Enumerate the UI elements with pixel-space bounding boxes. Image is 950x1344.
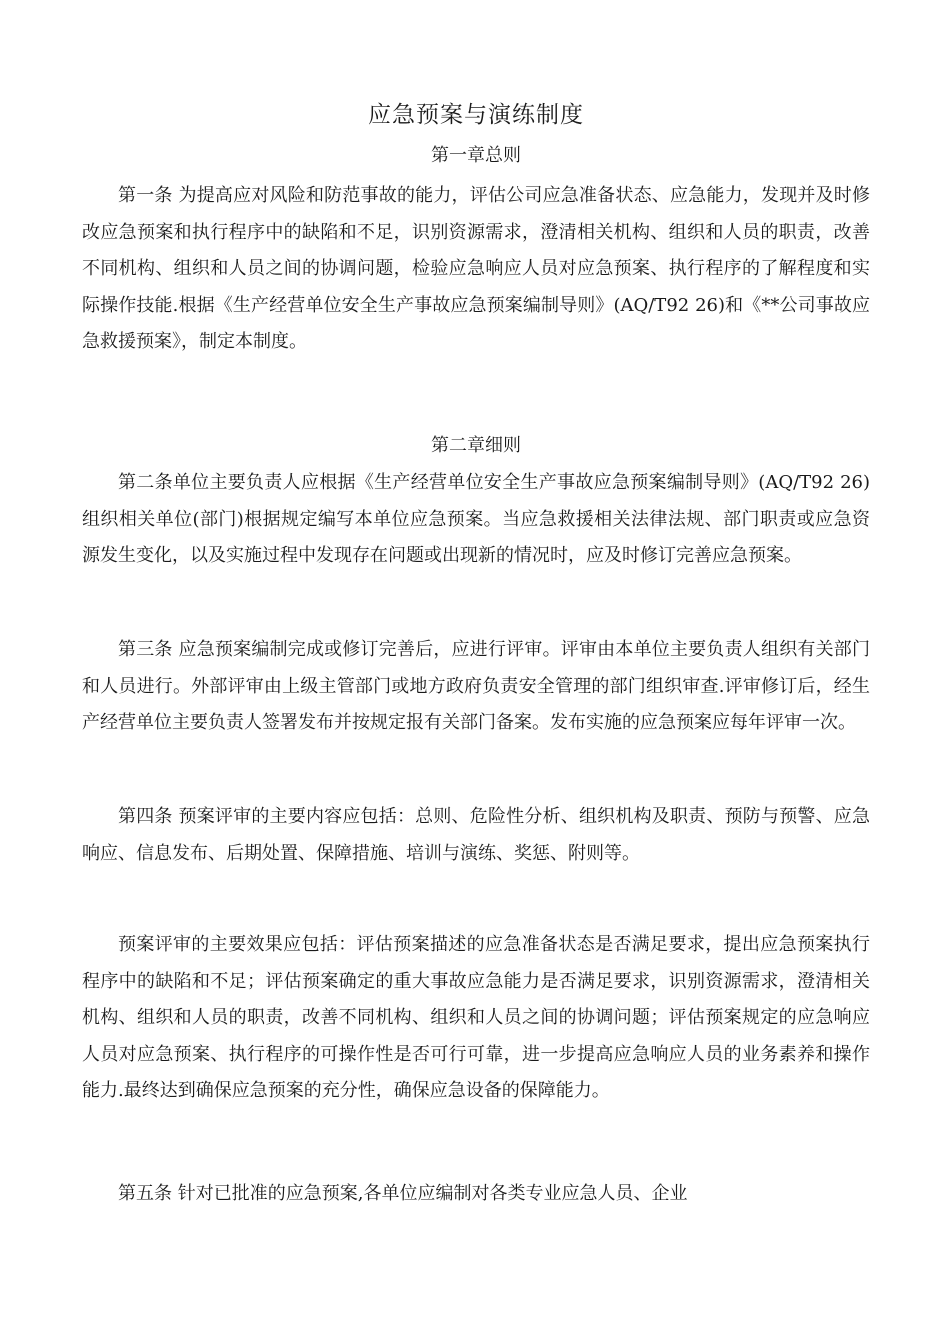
article-4: 第四条 预案评审的主要内容应包括：总则、危险性分析、组织机构及职责、预防与预警、应急响应、信息发布、后期处置、保障措施、培训与演练、奖惩、附则等。 [82, 806, 870, 864]
chapter-heading-2: 第二章细则 [431, 435, 521, 456]
chapter-heading-1: 第一章总则 [431, 145, 521, 166]
article-5: 第五条 针对已批准的应急预案,各单位应编制对各类专业应急人员、企业 [118, 1183, 688, 1204]
article-1: 第一条 为提高应对风险和防范事故的能力，评估公司应急准备状态、应急能力，发现并及时修改应急预案和执行程序中的缺陷和不足，识别资源需求，澄清相关机构、组织和人员的职责，改善不同机构、组织和人员之间的协调问题，检验应急响应人员对应急预案、执行程序的了解程度和实际操作技能.根据《生产经营单位安全生产事故应急预案编制导则》(AQ/T92 26)和《**公司事故应急救援预案》，制定本制度。 [82, 185, 870, 352]
article-3: 第三条 应急预案编制完成或修订完善后，应进行评审。评审由本单位主要负责人组织有关部门和人员进行。外部评审由上级主管部门或地方政府负责安全管理的部门组织审查.评审修订后，经生产经营单位主要负责人签署发布并按规定报有关部门备案。发布实施的应急预案应每年评审一次。 [82, 639, 870, 733]
document-title: 应急预案与演练制度 [368, 102, 584, 128]
article-4-effects: 预案评审的主要效果应包括：评估预案描述的应急准备状态是否满足要求，提出应急预案执行程序中的缺陷和不足；评估预案确定的重大事故应急能力是否满足要求，识别资源需求，澄清相关机构、组织和人员的职责，改善不同机构、组织和人员之间的协调问题；评估预案规定的应急响应人员对应急预案、执行程序的可操作性是否可行可靠，进一步提高应急响应人员的业务素养和操作能力.最终达到确保应急预案的充分性，确保应急设备的保障能力。 [82, 934, 870, 1101]
article-2: 第二条单位主要负责人应根据《生产经营单位安全生产事故应急预案编制导则》(AQ/T92 26)组织相关单位(部门)根据规定编写本单位应急预案。当应急救援相关法律法规、部门职责或应急资源发生变化，以及实施过程中发现存在问题或出现新的情况时，应及时修订完善应急预案。 [82, 472, 870, 566]
